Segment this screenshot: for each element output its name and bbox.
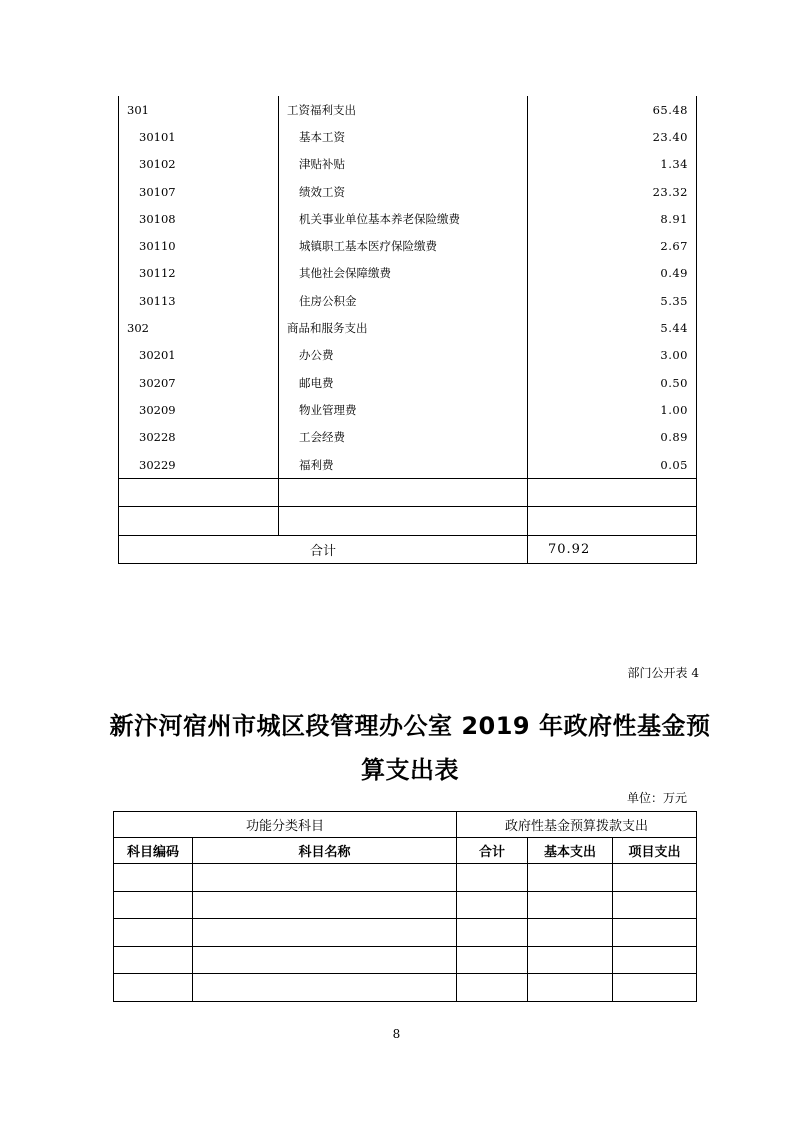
row-code: 30107 <box>119 178 279 205</box>
table-row <box>119 96 697 123</box>
row-name: 基本工资 <box>279 123 528 150</box>
table-row <box>119 451 697 479</box>
table-row <box>119 314 697 341</box>
empty-cell <box>613 974 697 1002</box>
empty-cell <box>528 864 613 892</box>
empty-cell <box>114 919 193 947</box>
unit-label: 单位：万元 <box>626 791 687 805</box>
blank-cell <box>279 479 528 507</box>
blank-cell <box>528 507 697 535</box>
row-code: 301 <box>119 96 279 123</box>
row-amount: 23.40 <box>528 123 697 150</box>
row-amount: 0.89 <box>528 424 697 451</box>
row-code: 30102 <box>119 151 279 178</box>
empty-cell <box>457 864 528 892</box>
empty-cell <box>193 974 457 1002</box>
blank-cell <box>279 507 528 535</box>
fund-budget-table <box>113 811 697 1002</box>
empty-cell <box>457 946 528 974</box>
table-number-label: 部门公开表 4 <box>627 666 699 680</box>
row-name: 工资福利支出 <box>279 96 528 123</box>
empty-cell <box>193 891 457 919</box>
column-header-name: 科目名称 <box>193 838 457 864</box>
table-row <box>119 232 697 259</box>
empty-cell <box>114 864 193 892</box>
empty-cell <box>613 864 697 892</box>
row-name: 商品和服务支出 <box>279 314 528 341</box>
blank-cell <box>119 479 279 507</box>
column-header-project: 项目支出 <box>613 838 697 864</box>
table-row <box>114 946 697 974</box>
empty-cell <box>114 891 193 919</box>
blank-cell <box>119 507 279 535</box>
blank-row <box>119 507 697 535</box>
group-header-function-class: 功能分类科目 <box>114 812 457 838</box>
row-name: 津贴补贴 <box>279 151 528 178</box>
row-code: 30113 <box>119 287 279 314</box>
total-row <box>119 535 697 563</box>
empty-cell <box>457 919 528 947</box>
blank-cell <box>528 479 697 507</box>
row-amount: 1.00 <box>528 396 697 423</box>
row-amount: 1.34 <box>528 151 697 178</box>
column-header-basic: 基本支出 <box>528 838 613 864</box>
row-code: 30112 <box>119 260 279 287</box>
row-name: 绩效工资 <box>279 178 528 205</box>
table-row <box>119 178 697 205</box>
row-name: 住房公积金 <box>279 287 528 314</box>
table-row <box>119 369 697 396</box>
row-amount: 5.35 <box>528 287 697 314</box>
table-row <box>119 424 697 451</box>
empty-cell <box>613 919 697 947</box>
row-name: 城镇职工基本医疗保险缴费 <box>279 232 528 259</box>
empty-cell <box>528 974 613 1002</box>
row-amount: 2.67 <box>528 232 697 259</box>
table-row <box>114 974 697 1002</box>
empty-cell <box>528 919 613 947</box>
row-code: 30101 <box>119 123 279 150</box>
table-row <box>114 919 697 947</box>
row-name: 福利费 <box>279 451 528 479</box>
page-title-line-2: 算支出表 <box>361 756 459 784</box>
group-header-fund-expenditure: 政府性基金预算拨款支出 <box>457 812 697 838</box>
empty-cell <box>528 946 613 974</box>
row-name: 其他社会保障缴费 <box>279 260 528 287</box>
row-code: 30209 <box>119 396 279 423</box>
table-row <box>119 151 697 178</box>
row-code: 302 <box>119 314 279 341</box>
page-title-line-1: 新汴河宿州市城区段管理办公室 2019 年政府性基金预 <box>109 712 711 740</box>
empty-cell <box>613 946 697 974</box>
empty-cell <box>114 946 193 974</box>
row-name: 工会经费 <box>279 424 528 451</box>
column-header-code: 科目编码 <box>114 838 193 864</box>
expense-table <box>118 96 697 564</box>
row-amount: 0.50 <box>528 369 697 396</box>
total-label: 合计 <box>119 535 528 563</box>
fund-table-group-header <box>114 812 697 838</box>
row-code: 30229 <box>119 451 279 479</box>
column-header-total: 合计 <box>457 838 528 864</box>
row-code: 30207 <box>119 369 279 396</box>
blank-row <box>119 479 697 507</box>
table-row <box>114 891 697 919</box>
row-name: 机关事业单位基本养老保险缴费 <box>279 205 528 232</box>
page-number: 8 <box>392 1027 401 1041</box>
row-amount: 23.32 <box>528 178 697 205</box>
row-name: 办公费 <box>279 342 528 369</box>
table-row <box>119 260 697 287</box>
empty-cell <box>193 919 457 947</box>
row-code: 30201 <box>119 342 279 369</box>
row-amount: 3.00 <box>528 342 697 369</box>
total-amount: 70.92 <box>528 535 697 563</box>
row-amount: 5.44 <box>528 314 697 341</box>
row-amount: 0.49 <box>528 260 697 287</box>
row-amount: 0.05 <box>528 451 697 479</box>
row-code: 30108 <box>119 205 279 232</box>
row-amount: 65.48 <box>528 96 697 123</box>
fund-table-column-header <box>114 838 697 864</box>
row-code: 30110 <box>119 232 279 259</box>
table-row <box>119 123 697 150</box>
empty-cell <box>193 864 457 892</box>
table-row <box>119 287 697 314</box>
table-row <box>119 205 697 232</box>
empty-cell <box>613 891 697 919</box>
empty-cell <box>457 974 528 1002</box>
empty-cell <box>528 891 613 919</box>
empty-cell <box>457 891 528 919</box>
empty-cell <box>193 946 457 974</box>
row-amount: 8.91 <box>528 205 697 232</box>
row-name: 物业管理费 <box>279 396 528 423</box>
empty-cell <box>114 974 193 1002</box>
table-row <box>119 396 697 423</box>
table-row <box>114 864 697 892</box>
table-row <box>119 342 697 369</box>
row-name: 邮电费 <box>279 369 528 396</box>
row-code: 30228 <box>119 424 279 451</box>
